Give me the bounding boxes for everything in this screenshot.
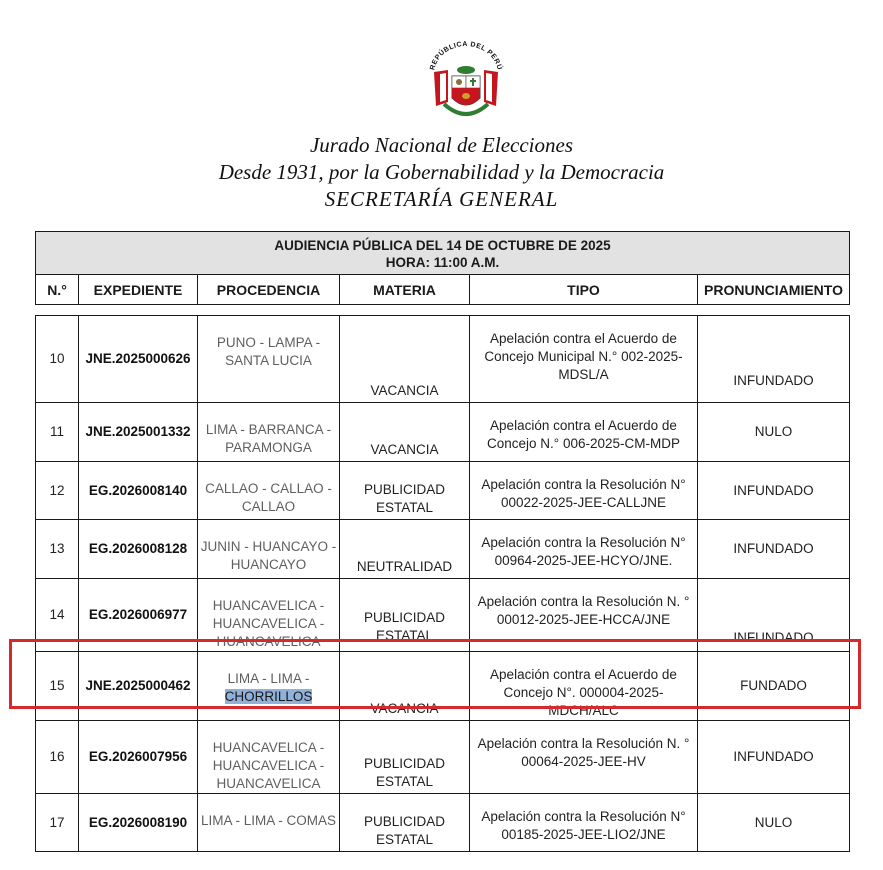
- tipo-line: 00012-2025-JEE-HCCA/JNE: [496, 612, 671, 627]
- materia-line: PUBLICIDAD: [363, 610, 446, 625]
- table-row: [36, 462, 850, 520]
- materia-line: ESTATAL: [375, 500, 433, 515]
- materia-cell: [340, 403, 470, 462]
- tipo-line: Concejo Municipal N.° 002-2025-: [484, 349, 683, 364]
- procedencia-line: HUANCAYO: [230, 557, 307, 572]
- materia-cell: [340, 579, 470, 652]
- materia-line: PUBLICIDAD: [363, 482, 446, 497]
- pronunciamiento-cell: INFUNDADO: [698, 520, 850, 579]
- materia-line: VACANCIA: [370, 383, 439, 398]
- seal-caption: REPÚBLICA DEL PERÚ: [429, 40, 503, 71]
- materia-line: PUBLICIDAD: [363, 756, 446, 771]
- procedencia-line: HUANCAVELICA -: [212, 598, 325, 613]
- table-row: [36, 520, 850, 579]
- tipo-line: Concejo N°. 000004-2025-MDCH/ALC: [503, 685, 664, 718]
- tipo-line: Apelación contra el Acuerdo de: [490, 418, 677, 433]
- col-header-expediente: EXPEDIENTE: [79, 275, 198, 305]
- materia-cell: [340, 721, 470, 794]
- expediente-cell: JNE.2025001332: [79, 403, 198, 462]
- col-header-pronunciamiento: PRONUNCIAMIENTO: [698, 275, 850, 305]
- procedencia-line: CALLAO - CALLAO -: [205, 481, 332, 496]
- procedencia-cell: [198, 652, 340, 721]
- tipo-line: 00022-2025-JEE-CALLJNE: [500, 495, 667, 510]
- pronunciamiento-cell: FUNDADO: [698, 652, 850, 721]
- procedencia-line: SANTA LUCIA: [225, 353, 312, 368]
- table-row: [36, 721, 850, 794]
- row-number: 16: [36, 721, 79, 794]
- row-number: 13: [36, 520, 79, 579]
- table-row: [36, 316, 850, 403]
- tipo-cell: [470, 520, 698, 579]
- procedencia-cell: [198, 403, 340, 462]
- materia-line: PUBLICIDAD: [363, 814, 446, 829]
- tipo-cell: [470, 721, 698, 794]
- materia-cell: [340, 794, 470, 852]
- selected-text-highlight[interactable]: CHORRILLOS: [224, 689, 313, 704]
- procedencia-line: CALLAO: [241, 499, 296, 514]
- materia-line: ESTATAL: [375, 774, 433, 789]
- coat-of-arms-seal: [420, 40, 512, 126]
- table-row: [36, 403, 850, 462]
- row-number: 10: [36, 316, 79, 403]
- hearing-time: HORA: 11:00 A.M.: [385, 254, 500, 270]
- tipo-cell: [470, 652, 698, 721]
- hearing-title: AUDIENCIA PÚBLICA DEL 14 DE OCTUBRE DE 2025: [274, 237, 611, 253]
- materia-cell: [340, 520, 470, 579]
- col-header-procedencia: PROCEDENCIA: [198, 275, 340, 305]
- procedencia-cell: [198, 316, 340, 403]
- tipo-line: Apelación contra el Acuerdo de: [490, 331, 677, 346]
- table-row: [36, 579, 850, 652]
- expediente-cell: EG.2026008190: [79, 794, 198, 852]
- procedencia-line: HUANCAVELICA -: [212, 740, 325, 755]
- table-row-highlighted: [36, 652, 850, 721]
- pronunciamiento-cell: NULO: [698, 403, 850, 462]
- materia-line: VACANCIA: [370, 442, 439, 457]
- materia-cell: [340, 316, 470, 403]
- procedencia-cell: [198, 462, 340, 520]
- procedencia-line: LIMA - BARRANCA -: [205, 422, 332, 437]
- institution-name: Jurado Nacional de Elecciones: [309, 133, 573, 157]
- col-header-materia: MATERIA: [340, 275, 470, 305]
- materia-line: ESTATAL: [375, 832, 433, 847]
- tipo-line: 00964-2025-JEE-HCYO/JNE.: [494, 553, 673, 568]
- tipo-line: Apelación contra la Resolución N°: [481, 535, 686, 550]
- department-name: SECRETARÍA GENERAL: [324, 187, 559, 211]
- procedencia-cell: [198, 520, 340, 579]
- tipo-cell: [470, 462, 698, 520]
- tipo-line: Apelación contra la Resolución N. °: [477, 736, 690, 751]
- tipo-cell: [470, 794, 698, 852]
- materia-line: NEUTRALIDAD: [356, 559, 453, 574]
- tipo-line: 00185-2025-JEE-LIO2/JNE: [501, 827, 666, 842]
- pronunciamiento-cell: INFUNDADO: [698, 721, 850, 794]
- procedencia-line: HUANCAVELICA: [216, 634, 321, 649]
- materia-line: ESTATAL: [375, 628, 433, 643]
- row-number: 15: [36, 652, 79, 721]
- procedencia-line: PUNO - LAMPA -: [216, 335, 321, 350]
- procedencia-line: JUNIN - HUANCAYO -: [200, 539, 337, 554]
- tipo-line: Concejo N.° 006-2025-CM-MDP: [487, 436, 680, 451]
- procedencia-cell: [198, 794, 340, 852]
- procedencia-line: PARAMONGA: [225, 440, 312, 455]
- pronunciamiento-cell: INFUNDADO: [698, 316, 850, 403]
- tipo-cell: [470, 403, 698, 462]
- hearing-header-table: [35, 231, 850, 305]
- tipo-line: Apelación contra la Resolución N. °: [477, 594, 690, 609]
- tipo-cell: [470, 579, 698, 652]
- tipo-line: Apelación contra el Acuerdo de: [490, 667, 677, 682]
- hearing-banner: [36, 232, 850, 275]
- tipo-cell: [470, 316, 698, 403]
- materia-line: VACANCIA: [370, 701, 439, 716]
- row-number: 14: [36, 579, 79, 652]
- pronunciamiento-cell: NULO: [698, 794, 850, 852]
- expediente-cell: EG.2026007956: [79, 721, 198, 794]
- row-number: 12: [36, 462, 79, 520]
- procedencia-cell: [198, 721, 340, 794]
- tipo-line: 00064-2025-JEE-HV: [521, 754, 646, 769]
- procedencia-cell: [198, 579, 340, 652]
- materia-cell: [340, 462, 470, 520]
- expediente-cell: EG.2026006977: [79, 579, 198, 652]
- procedencia-line: HUANCAVELICA -: [212, 616, 325, 631]
- procedencia-line: HUANCAVELICA: [216, 776, 321, 791]
- tipo-line: Apelación contra la Resolución N°: [481, 809, 686, 824]
- procedencia-line: HUANCAVELICA -: [212, 758, 325, 773]
- row-number: 17: [36, 794, 79, 852]
- cases-table: [35, 315, 850, 852]
- expediente-cell: JNE.2025000626: [79, 316, 198, 403]
- institution-motto: Desde 1931, por la Gobernabilidad y la Democracia: [218, 160, 665, 184]
- col-header-number: N.°: [36, 275, 79, 305]
- table-row: [36, 794, 850, 852]
- row-number: 11: [36, 403, 79, 462]
- expediente-cell: EG.2026008140: [79, 462, 198, 520]
- expediente-cell: JNE.2025000462: [79, 652, 198, 721]
- expediente-cell: EG.2026008128: [79, 520, 198, 579]
- procedencia-line: LIMA - LIMA -: [227, 671, 310, 686]
- pronunciamiento-cell: INFUNDADO: [698, 579, 850, 652]
- col-header-tipo: TIPO: [470, 275, 698, 305]
- materia-cell: [340, 652, 470, 721]
- tipo-line: MDSL/A: [558, 367, 609, 382]
- procedencia-line: LIMA - LIMA - COMAS: [200, 813, 337, 828]
- tipo-line: Apelación contra la Resolución N°: [481, 477, 686, 492]
- pronunciamiento-cell: INFUNDADO: [698, 462, 850, 520]
